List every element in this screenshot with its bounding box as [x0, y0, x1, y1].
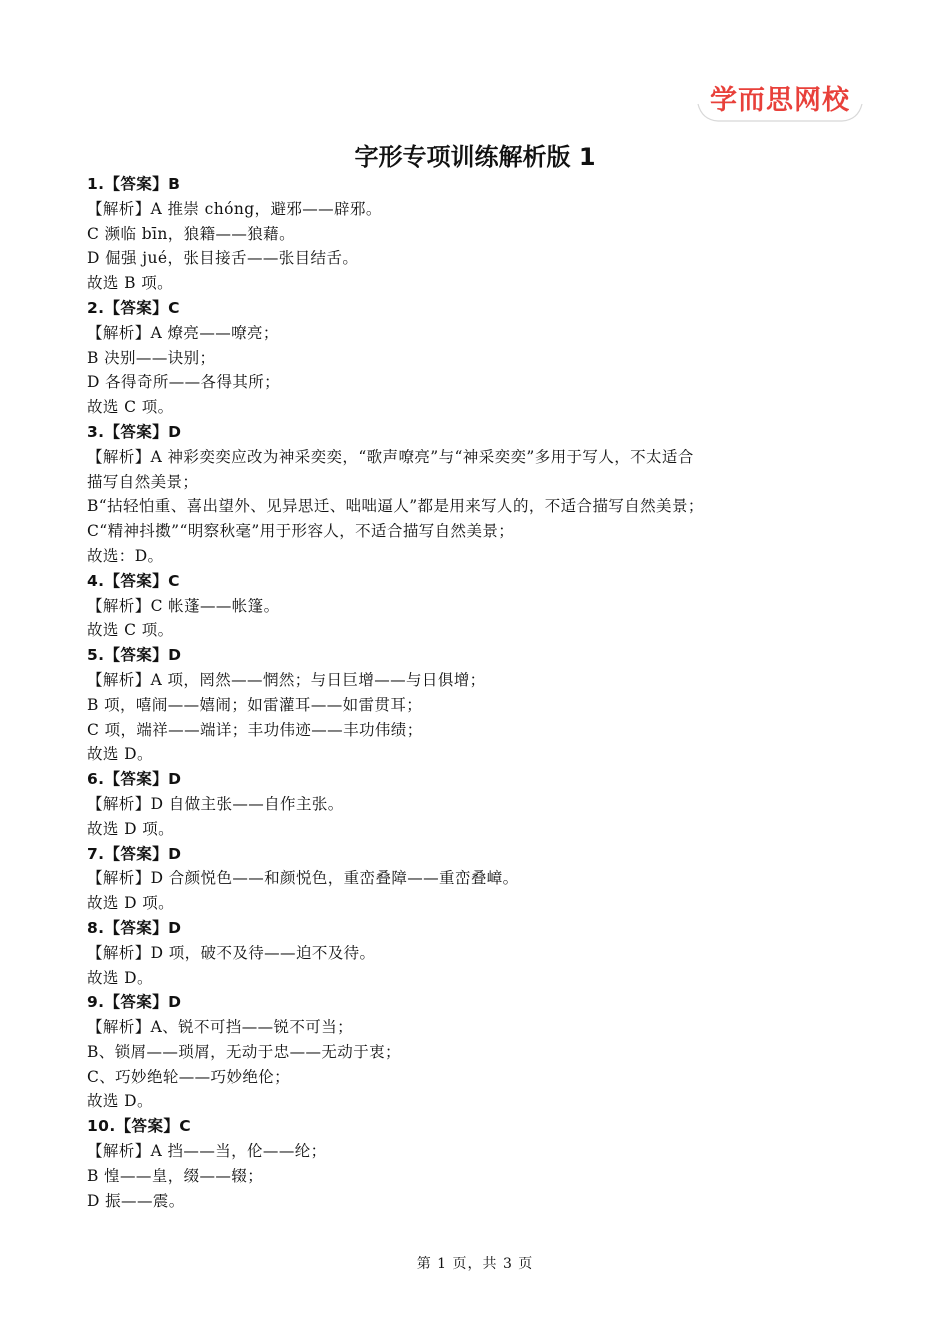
analysis-line: 【解析】D 合颜悦色——和颜悦色，重峦叠障——重峦叠嶂。 [87, 869, 519, 888]
page-title: 字形专项训练解析版 1 [354, 143, 596, 171]
analysis-line: 【解析】C 帐蓬——帐篷。 [87, 596, 280, 615]
analysis-line: 【解析】A 神彩奕奕应改为神采奕奕，“歌声嘹亮”与“神采奕奕”多用于写人，不太适合 [87, 447, 694, 466]
analysis-line: 故选 B 项。 [87, 274, 174, 293]
analysis-line: 故选 D 项。 [87, 819, 175, 838]
analysis-line: 故选：D。 [87, 546, 164, 565]
answer-line: 5.【答案】D [87, 646, 182, 665]
brand-logo [696, 74, 864, 126]
analysis-line: 故选 C 项。 [87, 621, 174, 640]
analysis-line: 故选 D。 [87, 968, 153, 987]
answer-line: 9.【答案】D [87, 993, 182, 1012]
analysis-line: C“精神抖擞”“明察秋毫”用于形容人，不适合描写自然美景； [87, 522, 515, 541]
analysis-line: 故选 D。 [87, 745, 153, 764]
analysis-line: B 惶——皇，缀——辍； [87, 1166, 264, 1185]
answer-line: 2.【答案】C [87, 298, 180, 317]
answer-line: 7.【答案】D [87, 844, 182, 863]
analysis-line: 【解析】A 挡——当，伦——纶； [87, 1142, 327, 1161]
answer-line: 10.【答案】C [87, 1117, 192, 1136]
analysis-line: B、锁屑——琐屑，无动于忠——无动于衷； [87, 1042, 401, 1061]
analysis-line: 【解析】A 燎亮——嘹亮； [87, 323, 279, 342]
analysis-line: 【解析】A 项，罔然——惘然；与日巨增——与日俱增； [87, 670, 486, 689]
answer-line: 8.【答案】D [87, 918, 182, 937]
answer-line: 3.【答案】D [87, 422, 182, 441]
analysis-line: C 项，端祥——端详；丰功伟迹——丰功伟绩； [87, 720, 423, 739]
analysis-line: 【解析】D 项，破不及待——迫不及待。 [87, 943, 376, 962]
analysis-line: B 决别——诀别； [87, 348, 216, 367]
analysis-line: 故选 D 项。 [87, 894, 175, 913]
analysis-line: B“拈轻怕重、喜出望外、见异思迁、咄咄逼人”都是用来写人的，不适合描写自然美景； [87, 497, 704, 516]
analysis-line: 【解析】A 推崇 chóng，避邪——辟邪。 [87, 199, 382, 218]
analysis-line: C、巧妙绝轮——巧妙绝伦； [87, 1067, 291, 1086]
answer-line: 4.【答案】C [87, 571, 180, 590]
analysis-line: D 各得奇所——各得其所； [87, 373, 281, 392]
analysis-line: D 振——震。 [87, 1191, 185, 1210]
analysis-line: 描写自然美景； [87, 472, 199, 491]
answer-analysis-list [87, 172, 867, 1213]
analysis-line: 故选 D。 [87, 1092, 153, 1111]
analysis-line: 【解析】A、锐不可挡——锐不可当； [87, 1018, 353, 1037]
analysis-line: C 濒临 bīn，狼籍——狼藉。 [87, 224, 295, 243]
analysis-line: D 倔强 jué，张目接舌——张目结舌。 [87, 249, 359, 268]
answer-line: 1.【答案】B [87, 175, 181, 193]
logo-arc-icon [696, 102, 864, 126]
analysis-line: 【解析】D 自做主张——自作主张。 [87, 794, 344, 813]
analysis-line: 故选 C 项。 [87, 398, 174, 417]
page-footer: 第 1 页，共 3 页 [416, 1256, 534, 1272]
answer-line: 6.【答案】D [87, 770, 182, 789]
analysis-line: B 项，嘻闹——嬉闹；如雷灌耳——如雷贯耳； [87, 695, 423, 714]
brand-logo-text: 学而思网校 [710, 85, 850, 116]
